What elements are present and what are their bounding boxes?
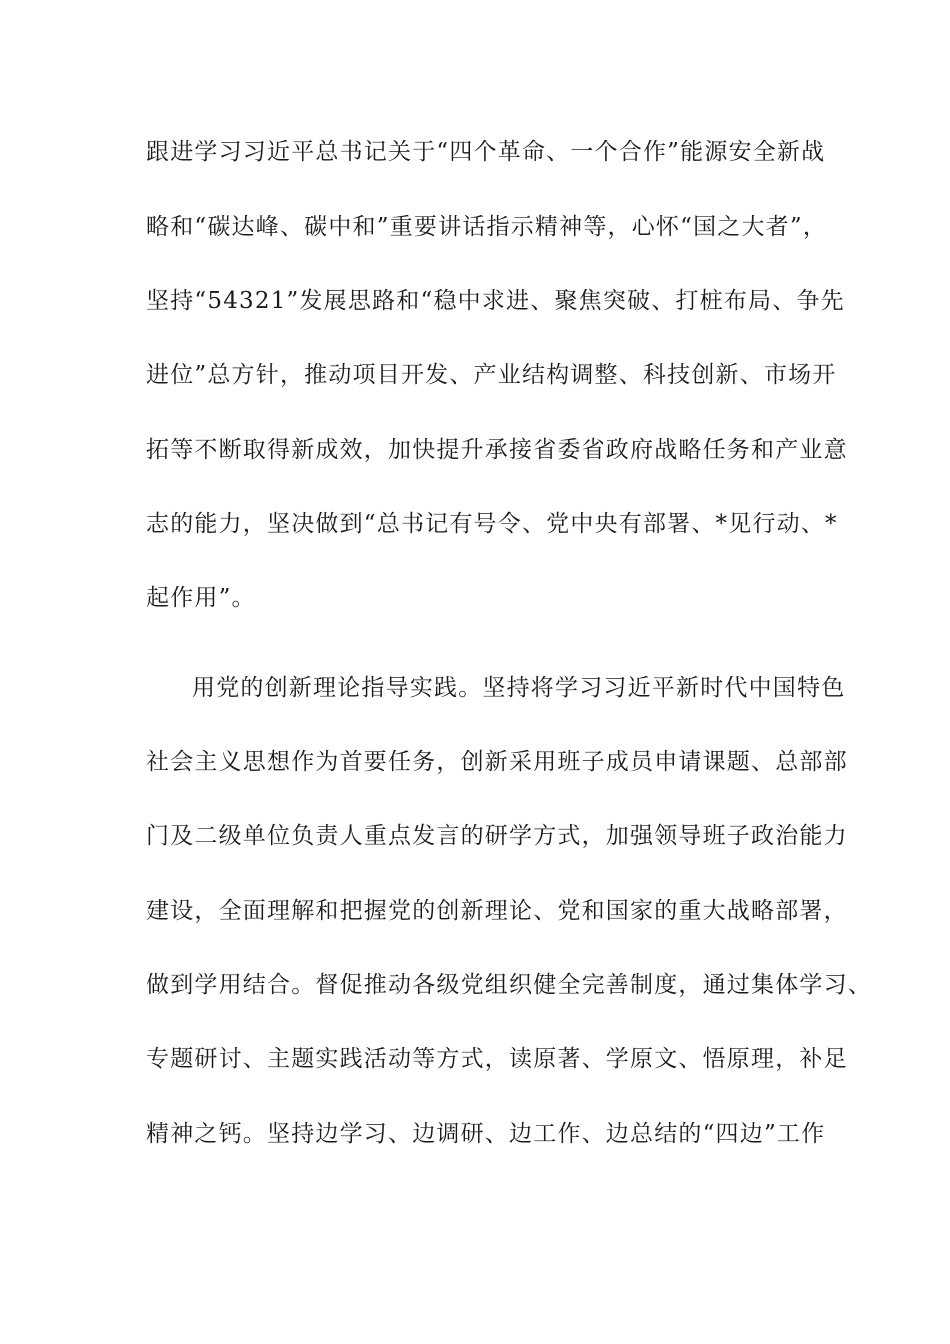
paragraph-line: 专题研讨、主题实践活动等方式，读原著、学原文、悟原理，补足 [146, 1046, 848, 1072]
paragraph-line: 做到学用结合。督促推动各级党组织健全完善制度，通过集体学习、 [146, 972, 872, 998]
paragraph-line: 社会主义思想作为首要任务，创新采用班子成员申请课题、总部部 [146, 749, 848, 775]
paragraph-line: 门及二级单位负责人重点发言的研学方式，加强领导班子政治能力 [146, 823, 848, 849]
paragraph-line: 跟进学习习近平总书记关于“四个革命、一个合作”能源安全新战 [146, 139, 826, 165]
paragraph-line: 坚持“54321”发展思路和“稳中求进、聚焦突破、打桩布局、争先 [146, 288, 845, 314]
paragraph-line: 精神之钙。坚持边学习、边调研、边工作、边总结的“四边”工作 [146, 1121, 826, 1147]
paragraph-line: 建设，全面理解和把握党的创新理论、党和国家的重大战略部署， [146, 898, 848, 924]
paragraph-line: 拓等不断取得新成效，加快提升承接省委省政府战略任务和产业意 [146, 437, 848, 463]
paragraph-line: 用党的创新理论指导实践。坚持将学习习近平新时代中国特色 [192, 675, 846, 701]
paragraph-line: 起作用”。 [146, 585, 256, 611]
paragraph-line: 略和“碳达峰、碳中和”重要讲话指示精神等，心怀“国之大者”， [146, 214, 828, 240]
paragraph-line: 志的能力，坚决做到“总书记有号令、党中央有部署、*见行动、* [146, 511, 838, 537]
paragraph-line: 进位”总方针，推动项目开发、产业结构调整、科技创新、市场开 [146, 362, 837, 388]
